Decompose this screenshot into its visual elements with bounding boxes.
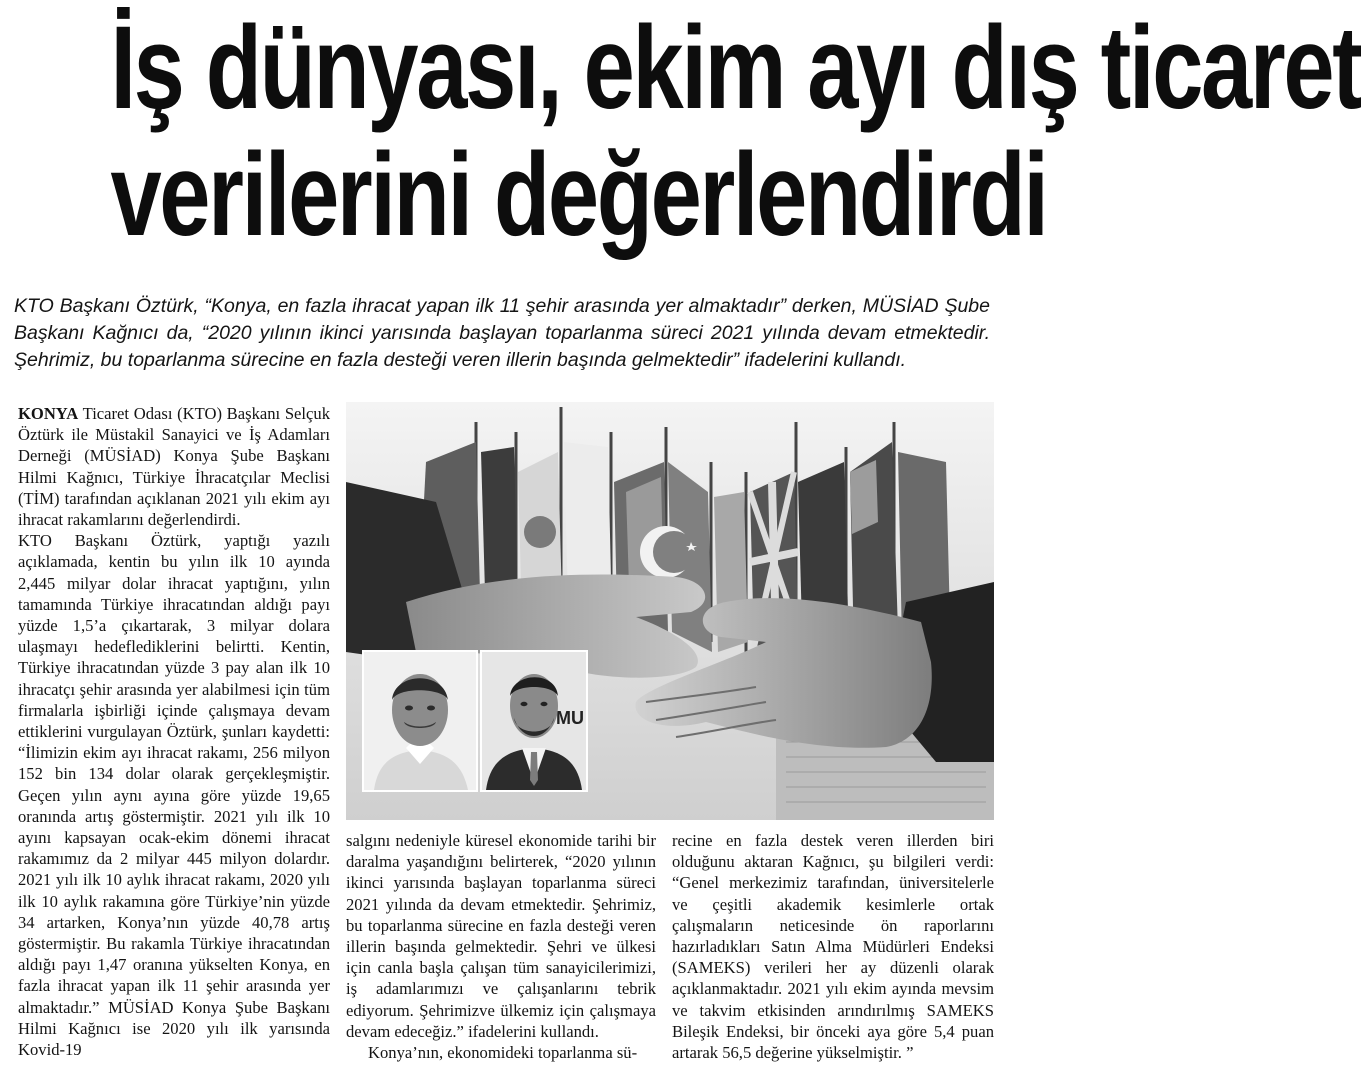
article-paragraph: Konya’nın, ekonomideki toparlanma sü- (368, 1043, 638, 1063)
deck-summary (14, 293, 990, 374)
inset-logo-text: MU (556, 708, 584, 728)
article-paragraph: KTO Başkanı Öztürk, yaptığı yazılı açıklamada, kentin bu yılın ilk 10 ayında 2,445 milyar dolar ihracat yaptığını, yılın tamamında Türkiye ihracatından aldığı payı yüzde 1,5’a çıkartarak, 3 milyar dolara ulaşmayı hedeflediklerini belirtti. Kentin, Türkiye ihracatından yüzde 3 pay alan ilk 10 ihracatçı şehir arasında yer alabilmesi için tüm firmalarla işbirliği içinde çalışmaya devam ettiklerini vurgulayan Öztürk, şunları kaydetti: “İlimizin ekim ayı ihracat rakamı, 256 milyon 152 bin 134 dolar olarak gerçekleşmiştir. Geçen yılın aynı ayına göre yüzde 19,65 oranında artış göstermiştir. 2021 yılı ilk 10 ayını kapsayan ocak-ekim dönemi ihracat rakamımız da 2 milyar 445 milyon dolardır. 2021 yılı ilk 10 aylık ihracat rakamı, 2020 yılı ilk 10 aylık rakamına göre Türkiye’nin yüzde 34 artarken, Konya’nın yüzde 40,78 artış göstermiştir. Bu rakamla Türkiye ihracatından aldığı payı 1,47 oranına yükselten Konya, en fazla ihracat yapan ilk 11 şehir arasında yer almaktadır.” MÜSİAD Konya Şube Başkanı Hilmi Kağnıcı ise 2020 yılı ilk yarısında Kovid-19 (18, 531, 330, 1060)
deck-text: KTO Başkanı Öztürk, “Konya, en fazla ihracat yapan ilk 11 şehir arasında yer almaktadır” derken, MÜSİAD Şube Başkanı Kağnıcı da, “2020 yılının ikinci yarısında başlayan toparlanma süreci 2021 yılında devam etmektedir. Şehrimiz, bu toparlanma sürecine en fazla desteği veren illerin başında gelmektedir” ifadelerini kullandı. (14, 295, 990, 371)
article-text: Ticaret Odası (KTO) Başkanı Selçuk Öztürk ile Müstakil Sanayici ve İş Adamları Derneği (MÜSİAD) Konya Şube Başkanı Hilmi Kağnıcı, Türkiye İhracatçılar Meclisi (TİM) tarafından açıklanan 2021 yılı ekim ayı ihracat rakamlarını değerlendirdi. (18, 404, 330, 530)
article-paragraph (18, 403, 330, 530)
article-column-3 (672, 830, 994, 1063)
portrait-photo-ozturk (362, 650, 478, 792)
headline-line-1: İş dünyası, ekim ayı dış ticaret (110, 2, 1361, 134)
article-paragraph: salgını nedeniyle küresel ekonomide tarihi bir daralma yaşandığını belirterek, “2020 yılının ikinci yarısında başlayan toparlanma süreci 2021 yılında da devam etmektedir. Şehrimiz, bu toparlanma sürecine en fazla desteği veren illerin başında gelmektedir. Şehri ve ülkesi için canla başla çalışan tüm sanayicilerimizi, iş adamlarımızı ve çalışanlarını tebrik ediyorum. Şehrimizve ülkemiz için çalışmaya devam edeceğiz.” ifadelerini kullandı. (346, 831, 656, 1041)
article-column-1 (18, 403, 330, 1060)
article-column-2 (346, 830, 656, 1063)
headline-line-2: verilerini değerlendirdi (110, 129, 1047, 261)
article-paragraph: recine en fazla destek veren illerden biri olduğunu aktaran Kağnıcı, şu bilgileri verdi: “Genel merkezimiz tarafından, üniversitelerle ve çeşitli akademik kesimlerle ortak çalışmaların neticesinde ön raporlarını hazırladıkları Satın Alma Müdürleri Endeksi (SAMEKS) verileri her ay düzenli olarak açıklanmaktadır. 2021 yılı ekim ayında mevsim ve takvim etkisinden arındırılmış SAMEKS Bileşik Endeksi, bir önceki aya göre 5,4 puan artarak 56,5 değerine yükselmiştir. ” (672, 831, 994, 1063)
dateline: KONYA (18, 404, 79, 423)
portrait-photo-kagnici (480, 650, 588, 792)
headline (110, 2, 1361, 261)
